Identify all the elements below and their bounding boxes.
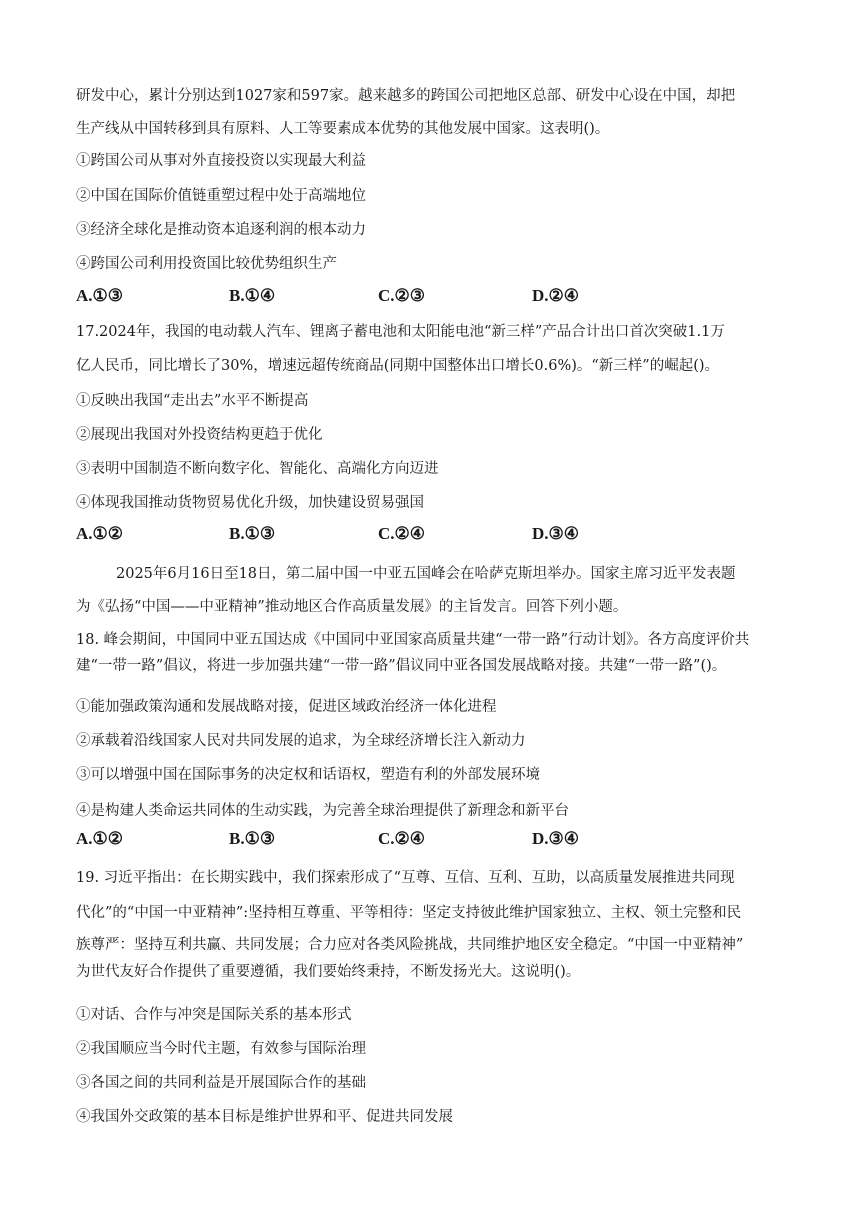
q18-stem-line: 18. 峰会期间，中国同中亚五国达成《中国同中亚国家高质量共建“一带一路”行动计划》。各方高度评价共 xyxy=(76,632,750,648)
q16-option-d[interactable]: D.②④ xyxy=(532,286,580,305)
q17-option-d[interactable]: D.③④ xyxy=(532,524,580,543)
q19-stem-line: 为世代友好合作提供了重要遵循，我们要始终秉持，不断发扬光大。这说明()。 xyxy=(76,964,581,980)
q18-stem-line: 建“一带一路”倡议，将进一步加强共建“一带一路”倡议同中亚各国发展战略对接。共建“一带一路”()。 xyxy=(76,658,727,674)
q19-stem-line: 19. 习近平指出：在长期实践中，我们探索形成了“互尊、互信、互利、互助，以高质量发展推进共同现 xyxy=(76,870,735,886)
q19-stem-line: 代化”的“中国一中亚精神”:坚持相互尊重、平等相待：坚定支持彼此维护国家独立、主权、领土完整和民 xyxy=(76,905,742,921)
q19-statement-3: ③各国之间的共同利益是开展国际合作的基础 xyxy=(76,1075,366,1091)
q19-statement-2: ②我国顺应当今时代主题，有效参与国际治理 xyxy=(76,1041,366,1057)
material-line: 为《弘扬“中国——中亚精神”推动地区合作高质量发展》的主旨发言。回答下列小题。 xyxy=(76,599,628,615)
q16-statement-2: ②中国在国际价值链重塑过程中处于高端地位 xyxy=(76,188,366,204)
q18-option-c[interactable]: C.②④ xyxy=(378,829,426,848)
q19-statement-1: ①对话、合作与冲突是国际关系的基本形式 xyxy=(76,1007,352,1023)
q17-option-b[interactable]: B.①③ xyxy=(229,524,276,543)
q18-option-b[interactable]: B.①③ xyxy=(229,829,276,848)
q16-option-b[interactable]: B.①④ xyxy=(229,286,276,305)
q19-stem-line: 族尊严：坚持互利共赢、共同发展；合力应对各类风险挑战，共同维护地区安全稳定。“中国一中亚精神” xyxy=(76,937,744,953)
q18-option-a[interactable]: A.①② xyxy=(76,829,124,848)
q17-option-a[interactable]: A.①② xyxy=(76,524,124,543)
q17-statement-2: ②展现出我国对外投资结构更趋于优化 xyxy=(76,427,323,443)
q16-stem-line: 生产线从中国转移到具有原料、人工等要素成本优势的其他发展中国家。这表明()。 xyxy=(76,121,610,137)
q16-statement-4: ④跨国公司利用投资国比较优势组织生产 xyxy=(76,256,337,272)
q16-statement-3: ③经济全球化是推动资本追逐利润的根本动力 xyxy=(76,222,366,238)
q18-option-d[interactable]: D.③④ xyxy=(532,829,580,848)
q18-statement-4: ④是构建人类命运共同体的生动实践，为完善全球治理提供了新理念和新平台 xyxy=(76,803,569,819)
q17-statement-3: ③表明中国制造不断向数字化、智能化、高端化方向迈进 xyxy=(76,461,439,477)
q16-option-c[interactable]: C.②③ xyxy=(378,286,426,305)
material-line: 2025年6月16日至18日，第二届中国一中亚五国峰会在哈萨克斯坦举办。国家主席习近平发表题 xyxy=(116,566,736,582)
q19-statement-4: ④我国外交政策的基本目标是维护世界和平、促进共同发展 xyxy=(76,1109,453,1125)
q18-statement-3: ③可以增强中国在国际事务的决定权和话语权，塑造有利的外部发展环境 xyxy=(76,767,540,783)
q16-stem-line: 研发中心，累计分别达到1027家和597家。越来越多的跨国公司把地区总部、研发中心设在中国，却把 xyxy=(76,88,736,104)
q16-option-a[interactable]: A.①③ xyxy=(76,286,124,305)
q16-statement-1: ①跨国公司从事对外直接投资以实现最大利益 xyxy=(76,153,366,169)
q17-statement-4: ④体现我国推动货物贸易优化升级，加快建设贸易强国 xyxy=(76,495,424,511)
q17-stem-line: 17.2024年，我国的电动载人汽车、锂离子蓄电池和太阳能电池“新三样”产品合计出口首次突破1.1万 xyxy=(76,324,725,340)
q18-statement-2: ②承载着沿线国家人民对共同发展的追求，为全球经济增长注入新动力 xyxy=(76,733,526,749)
q17-statement-1: ①反映出我国“走出去”水平不断提高 xyxy=(76,393,309,409)
q17-option-c[interactable]: C.②④ xyxy=(378,524,426,543)
q17-stem-line: 亿人民币，同比增长了30%，增速远超传统商品(同期中国整体出口增长0.6%)。“新三样”的崛起()。 xyxy=(76,358,720,374)
q18-statement-1: ①能加强政策沟通和发展战略对接，促进区域政治经济一体化进程 xyxy=(76,699,497,715)
